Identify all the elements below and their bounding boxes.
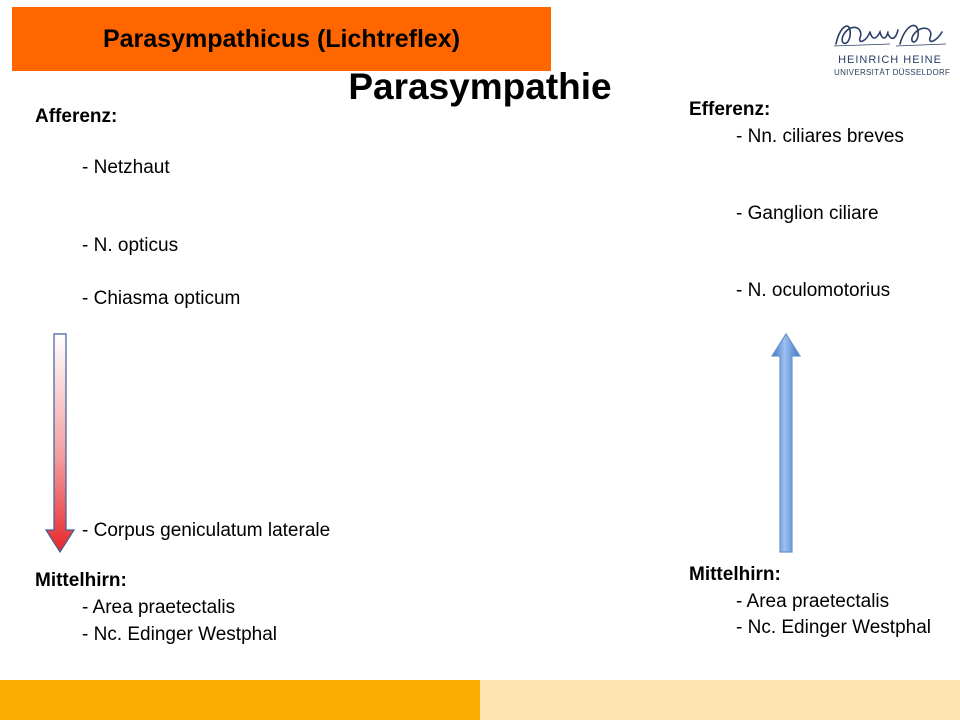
footer-bar-right (480, 680, 960, 720)
mittelhirn-right-item-area: - Area praetectalis (736, 591, 890, 612)
up-arrow-icon (766, 330, 806, 556)
footer-bar-left (0, 680, 480, 720)
mittelhirn-right-item-nc: - Nc. Edinger Westphal (736, 617, 932, 638)
header-title: Parasympathicus (Lichtreflex) (102, 24, 461, 53)
mittelhirn-heading-left: Mittelhirn: (35, 570, 127, 591)
logo-line-1: HEINRICH HEINE (838, 54, 942, 66)
logo-line-2: UNIVERSITÄT DÜSSELDORF (834, 68, 951, 77)
afferenz-item-netzhaut: - Netzhaut (82, 157, 170, 178)
afferenz-item-opticus: - N. opticus (82, 235, 179, 256)
afferenz-item-chiasma: - Chiasma opticum (82, 288, 241, 309)
down-arrow-icon (40, 330, 80, 556)
efferenz-item-ciliares: - Nn. ciliares breves (736, 126, 904, 147)
header-banner (12, 7, 551, 71)
mittelhirn-left-item-nc: - Nc. Edinger Westphal (82, 624, 278, 645)
efferenz-item-oculomotorius: - N. oculomotorius (736, 280, 891, 301)
efferenz-heading: Efferenz: (689, 99, 771, 120)
mittelhirn-heading-right: Mittelhirn: (689, 564, 781, 585)
university-logo (830, 14, 951, 82)
signature-logo-icon (830, 14, 948, 54)
afferenz-heading: Afferenz: (35, 106, 118, 127)
efferenz-item-ganglion: - Ganglion ciliare (736, 203, 879, 224)
afferenz-item-corpus: - Corpus geniculatum laterale (82, 520, 331, 541)
main-title: Parasympathie (348, 66, 612, 107)
mittelhirn-left-item-area: - Area praetectalis (82, 597, 236, 618)
